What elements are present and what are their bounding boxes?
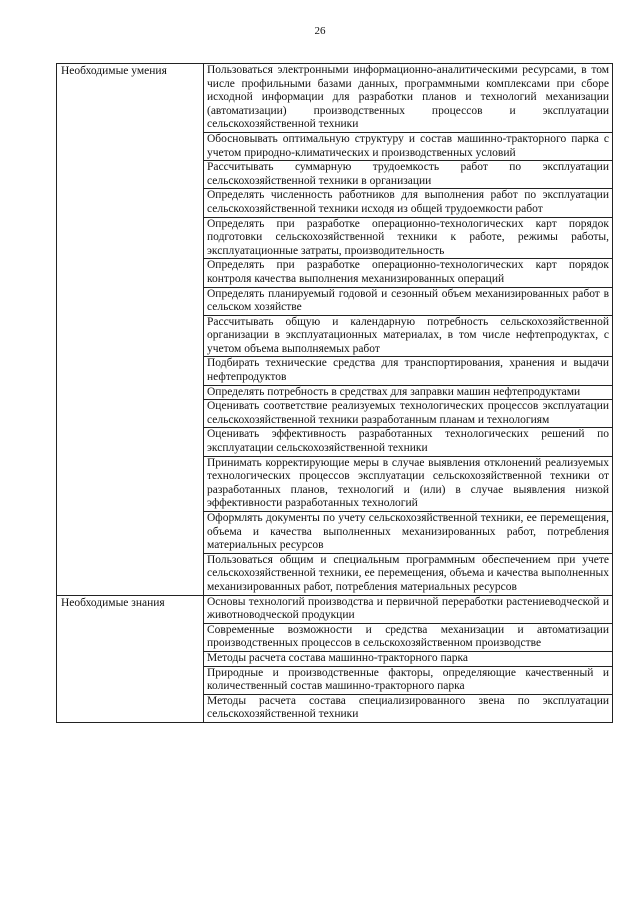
requirement-item: Рассчитывать суммарную трудоемкость работ по эксплуатации сельскохозяйственной техники в организации: [204, 161, 613, 189]
requirement-item: Оценивать соответствие реализуемых технологических процессов эксплуатации сельскохозяйственной техники разработанным планам и технологиям: [204, 400, 613, 428]
table-body: [57, 64, 613, 723]
requirement-item: Определять потребность в средствах для заправки машин нефтепродуктами: [204, 385, 613, 400]
page-number: 26: [314, 25, 326, 37]
requirement-item: Оценивать эффективность разработанных технологических решений по эксплуатации сельскохозяйственной техники: [204, 428, 613, 456]
requirement-item: Рассчитывать общую и календарную потребность сельскохозяйственной организации в эксплуатационных материалах, в том числе нефтепродуктах, с учетом объема выполняемых работ: [204, 315, 613, 357]
requirement-item: Определять планируемый годовой и сезонный объем механизированных работ в сельском хозяйстве: [204, 287, 613, 315]
requirement-item: Определять при разработке операционно-технологических карт порядок контроля качества выполнения механизированных операций: [204, 259, 613, 287]
section-label: Необходимые умения: [57, 64, 204, 596]
requirement-item: Методы расчета состава машинно-тракторного парка: [204, 651, 613, 666]
table-row: [57, 595, 613, 623]
requirement-item: Обосновывать оптимальную структуру и состав машинно-тракторного парка с учетом природно-климатических и производственных условий: [204, 132, 613, 160]
requirement-item: Принимать корректирующие меры в случае выявления отклонений реализуемых технологических процессов эксплуатации сельскохозяйственной техники от разработанных планов, технологий и (или) в случае выявления низкой эффективности разработанных технологий: [204, 456, 613, 511]
requirement-item: Современные возможности и средства механизации и автоматизации производственных процессов в сельскохозяйственном производстве: [204, 623, 613, 651]
section-label: Необходимые знания: [57, 595, 204, 722]
requirement-item: Пользоваться электронными информационно-аналитическими ресурсами, в том числе профильными базами данных, программными комплексами при сборе исходной информации для разработки планов и технологий механизации (автоматизации) производственных процессов и эксплуатации сельскохозяйственной техники: [204, 64, 613, 133]
qualification-table: [56, 63, 613, 723]
requirement-item: Определять при разработке операционно-технологических карт порядок подготовки сельскохозяйственной техники к работе, режимы работы, эксплуатационные затраты, производительность: [204, 217, 613, 259]
requirement-item: Подбирать технические средства для транспортирования, хранения и выдачи нефтепродуктов: [204, 357, 613, 385]
table-row: [57, 64, 613, 133]
requirement-item: Оформлять документы по учету сельскохозяйственной техники, ее перемещения, объема и качества выполненных механизированных работ, потребления материальных ресурсов: [204, 512, 613, 554]
requirement-item: Методы расчета состава специализированного звена по эксплуатации сельскохозяйственной техники: [204, 694, 613, 722]
requirement-item: Определять численность работников для выполнения работ по эксплуатации сельскохозяйственной техники исходя из общей трудоемкости работ: [204, 189, 613, 217]
requirement-item: Пользоваться общим и специальным программным обеспечением при учете сельскохозяйственной техники, ее перемещения, объема и качества выполненных механизированных работ, потребления материальных ресурсов: [204, 553, 613, 595]
requirement-item: Основы технологий производства и первичной переработки растениеводческой и животноводческой продукции: [204, 595, 613, 623]
requirement-item: Природные и производственные факторы, определяющие качественный и количественный состав машинно-тракторного парка: [204, 666, 613, 694]
